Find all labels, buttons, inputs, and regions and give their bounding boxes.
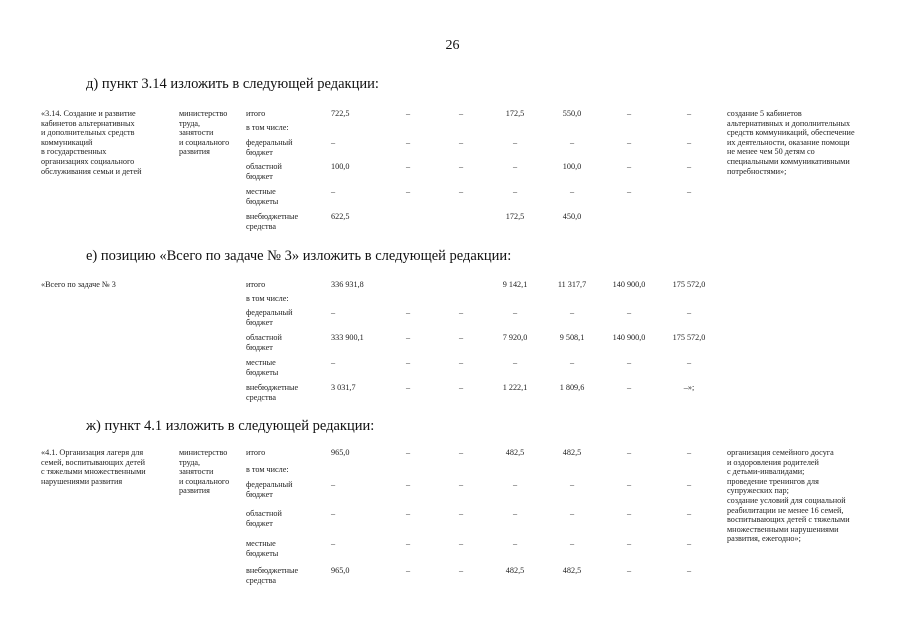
funding-value: –: [331, 187, 336, 196]
funding-source: в том числе:: [246, 294, 289, 303]
funding-value: –: [626, 358, 632, 367]
funding-value: 722,5: [331, 109, 350, 118]
measure-name: «3.14. Создание и развитие кабинетов альтернативных и дополнительных средств коммуникаций в государственных организациях социального обслуживания семьи и детей: [41, 109, 142, 176]
funding-value: –: [405, 138, 411, 147]
funding-value: 965,0: [331, 566, 350, 575]
funding-source: областной бюджет: [246, 162, 282, 181]
funding-source: внебюджетные средства: [246, 383, 299, 402]
funding-source: итого: [246, 109, 266, 118]
funding-value: –: [331, 138, 336, 147]
funding-source: областной бюджет: [246, 333, 282, 352]
funding-value: –: [331, 308, 336, 317]
funding-value: –: [405, 333, 411, 342]
funding-value: –: [569, 539, 575, 548]
funding-value: –: [626, 566, 632, 575]
funding-value: 450,0: [562, 212, 582, 221]
funding-value: –: [405, 358, 411, 367]
funding-value: –: [405, 308, 411, 317]
funding-value: –: [458, 566, 464, 575]
funding-source: областной бюджет: [246, 509, 282, 528]
funding-value: –: [512, 162, 518, 171]
expected-result: создание 5 кабинетов альтернативных и дополнительных средств коммуникаций, обеспечение их деятельности, оказание помощи не менее чем 50 детям со специальными коммуникативными потребностями»;: [727, 109, 855, 176]
funding-value: 140 900,0: [612, 280, 646, 289]
funding-value: 7 920,0: [502, 333, 528, 342]
measure-name: «4.1. Организация лагеря для семей, воспитывающих детей с тяжелыми множественными нарушениями развития: [41, 448, 146, 486]
section-heading: е) позицию «Всего по задаче № 3» изложить в следующей редакции:: [86, 248, 512, 264]
funding-value: –»;: [683, 383, 695, 392]
funding-value: –: [686, 308, 692, 317]
funding-source: внебюджетные средства: [246, 212, 299, 231]
funding-value: 9 142,1: [502, 280, 528, 289]
funding-value: –: [458, 308, 464, 317]
funding-source: федеральный бюджет: [246, 480, 293, 499]
funding-value: –: [626, 187, 632, 196]
funding-source: итого: [246, 280, 266, 289]
funding-value: –: [512, 138, 518, 147]
funding-value: –: [686, 566, 692, 575]
section-heading: ж) пункт 4.1 изложить в следующей редакции:: [86, 418, 375, 434]
funding-source: местные бюджеты: [246, 187, 279, 206]
expected-result: организация семейного досуга и оздоровления родителей с детьми-инвалидами; проведение тренингов для супружеских пар; создание условий для социальной реабилитации не менее 16 семей, воспитывающих детей с тяжелыми множественными нарушениями развития, ежегодно»;: [727, 448, 850, 544]
funding-value: 482,5: [562, 566, 582, 575]
funding-value: –: [512, 308, 518, 317]
funding-value: –: [626, 138, 632, 147]
funding-value: 965,0: [331, 448, 350, 457]
funding-value: –: [458, 358, 464, 367]
funding-value: –: [458, 162, 464, 171]
funding-value: –: [626, 539, 632, 548]
funding-value: 482,5: [505, 448, 525, 457]
funding-value: –: [405, 383, 411, 392]
funding-value: –: [458, 138, 464, 147]
funding-source: итого: [246, 448, 266, 457]
funding-value: 100,0: [562, 162, 582, 171]
funding-value: –: [686, 187, 692, 196]
funding-value: –: [458, 509, 464, 518]
funding-value: 100,0: [331, 162, 350, 171]
funding-value: –: [405, 480, 411, 489]
funding-value: –: [686, 109, 692, 118]
funding-source: местные бюджеты: [246, 539, 279, 558]
funding-value: –: [512, 539, 518, 548]
funding-source: местные бюджеты: [246, 358, 279, 377]
funding-value: –: [686, 138, 692, 147]
funding-value: –: [458, 539, 464, 548]
funding-value: –: [686, 539, 692, 548]
funding-value: –: [405, 566, 411, 575]
funding-value: –: [569, 509, 575, 518]
funding-value: –: [569, 480, 575, 489]
funding-value: –: [458, 187, 464, 196]
funding-value: 550,0: [562, 109, 582, 118]
funding-value: 482,5: [505, 566, 525, 575]
funding-source: федеральный бюджет: [246, 138, 293, 157]
funding-value: –: [512, 480, 518, 489]
funding-value: 1 809,6: [559, 383, 585, 392]
funding-value: –: [405, 448, 411, 457]
funding-value: –: [512, 187, 518, 196]
funding-value: –: [405, 187, 411, 196]
funding-value: –: [626, 162, 632, 171]
funding-value: –: [569, 358, 575, 367]
funding-value: –: [626, 109, 632, 118]
funding-value: –: [512, 509, 518, 518]
responsible-executor: министерство труда, занятости и социального развития: [179, 448, 230, 496]
funding-value: 9 508,1: [559, 333, 585, 342]
funding-value: –: [331, 358, 336, 367]
funding-source: в том числе:: [246, 465, 289, 474]
funding-value: –: [626, 383, 632, 392]
funding-value: –: [686, 358, 692, 367]
funding-value: –: [626, 308, 632, 317]
funding-value: –: [686, 162, 692, 171]
funding-value: –: [458, 480, 464, 489]
funding-value: –: [512, 358, 518, 367]
funding-value: –: [686, 448, 692, 457]
funding-value: –: [405, 109, 411, 118]
funding-value: –: [331, 539, 336, 548]
funding-value: –: [569, 187, 575, 196]
funding-value: –: [331, 480, 336, 489]
funding-value: 3 031,7: [331, 383, 356, 392]
funding-value: –: [686, 509, 692, 518]
funding-value: 333 900,1: [331, 333, 364, 342]
funding-value: 172,5: [505, 109, 525, 118]
funding-value: –: [458, 333, 464, 342]
funding-value: –: [405, 162, 411, 171]
section-heading: д) пункт 3.14 изложить в следующей редакции:: [86, 76, 379, 92]
funding-value: –: [458, 383, 464, 392]
measure-name: «Всего по задаче № 3: [41, 280, 116, 289]
funding-value: –: [626, 509, 632, 518]
funding-value: 172,5: [505, 212, 525, 221]
page-number: 26: [445, 38, 460, 53]
funding-value: 336 931,8: [331, 280, 364, 289]
funding-value: –: [405, 509, 411, 518]
funding-source: в том числе:: [246, 123, 289, 132]
funding-value: 622,5: [331, 212, 350, 221]
funding-source: федеральный бюджет: [246, 308, 293, 327]
funding-value: –: [569, 138, 575, 147]
funding-value: –: [686, 480, 692, 489]
responsible-executor: министерство труда, занятости и социального развития: [179, 109, 230, 157]
funding-value: –: [626, 480, 632, 489]
funding-value: 175 572,0: [672, 333, 706, 342]
funding-value: 11 317,7: [557, 280, 587, 289]
funding-value: –: [626, 448, 632, 457]
funding-value: 482,5: [562, 448, 582, 457]
funding-value: –: [458, 109, 464, 118]
funding-value: –: [331, 509, 336, 518]
funding-value: –: [405, 539, 411, 548]
funding-value: –: [569, 308, 575, 317]
funding-value: 140 900,0: [612, 333, 646, 342]
funding-value: –: [458, 448, 464, 457]
funding-value: 175 572,0: [672, 280, 706, 289]
funding-value: 1 222,1: [502, 383, 528, 392]
funding-source: внебюджетные средства: [246, 566, 299, 585]
